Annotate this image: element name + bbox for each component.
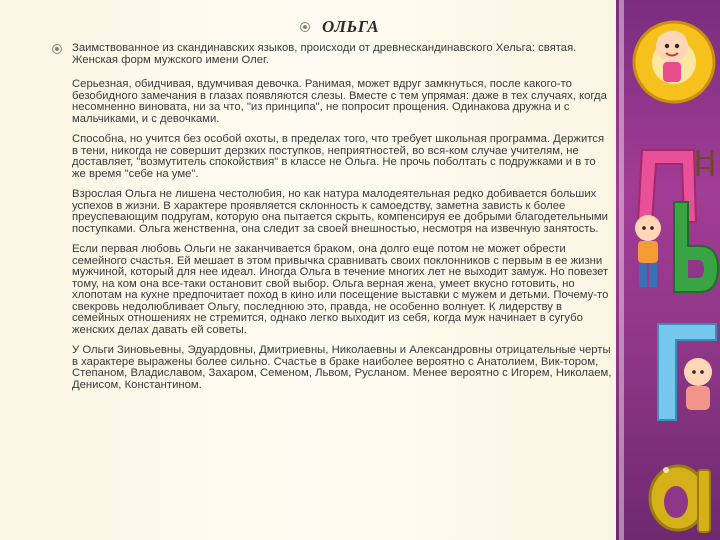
bullet-icon <box>300 22 310 32</box>
title-row <box>300 16 379 38</box>
paragraph: Заимствованное из скандинавских языков, происходи от древнескандинавского Хельга: святая. Женская форм мужского имени Олег. <box>72 42 577 66</box>
paragraph: Взрослая Ольга не лишена честолюбия, но как натура малодеятельная редко добивается больших успехов в жизни. В характере проявляется склонность к самоедству, заметна зависть к более преуспевающим подругам, которую она пытается скрыть, компенсируя ее добрыми благодетельными поступками. Ольга женственна, она следит за своей внешностью, несмотря на извечную занятость. <box>72 188 608 235</box>
boy-icon <box>635 215 661 287</box>
alphabet-illustration <box>616 0 720 540</box>
letter-o-icon <box>634 22 714 102</box>
decorative-sidebar <box>616 0 720 540</box>
letter-a-icon <box>650 466 710 532</box>
bullet-icon <box>52 44 62 54</box>
paragraph: У Ольги Зиновьевны, Эдуардовны, Дмитриевны, Николаевны и Александровны отрицательные черты в характере выражены более сильно. Счастье в браке наиболее вероятно с Анатолием, Вик-тором, Степаном, Владиславом, Захаром, Семеном, Львом, Русланом. Менее вероятно с Игорем, Николаем, Денисом, Константином. <box>72 344 612 391</box>
paragraph: Если первая любовь Ольги не заканчивается браком, она долго еще потом не может обрести семейного счастья. Ей мешает в этом привычка сравнивать своих поклонников с первым в ее жизни мужчиной, который для нее идеал. Иногда Ольга в течение многих лет не выходит замуж. Но повезет тому, на ком она все-таки остановит свой выбор. Ольга верная жена, умеет вкусно готовить, но хлопотам на кухне предпочитает поход в кино или посещение выставки с мужем и детьми. Почему-то свекровь недолюбливает Ольгу, последнюю это, правда, не особенно волнует. К лидерству в семейных отношениях не стремится, однако легко выходит из себя, когда муж начинает в сугубо женских делах давать ей советы. <box>72 243 609 336</box>
letter-g-icon <box>658 324 716 420</box>
text-body <box>72 43 612 400</box>
paragraph: Способна, но учится без особой охоты, в пределах того, что требует школьная программа. Держится в тени, никогда не совершит дерзких поступков, неприятностей, во вся-ком случае учителям, не доставляет, "возмутитель спокойствия" в классе не Ольга. Не прочь поболтать с подружками и в то же время "себе на уме". <box>72 133 605 180</box>
page-title: ОЛЬГА <box>322 17 380 36</box>
paragraph: Серьезная, обидчивая, вдумчивая девочка. Ранимая, может вдруг замкнуться, после какого-то безобидного замечания в глазах появляются слезы. Вместе с тем упрямая: даже в тех случаях, когда несомненно виновата, ни за что, "из принципа", не попросит прощения. Одинакова дружна и с мальчиками, и с девочками. <box>72 78 607 125</box>
